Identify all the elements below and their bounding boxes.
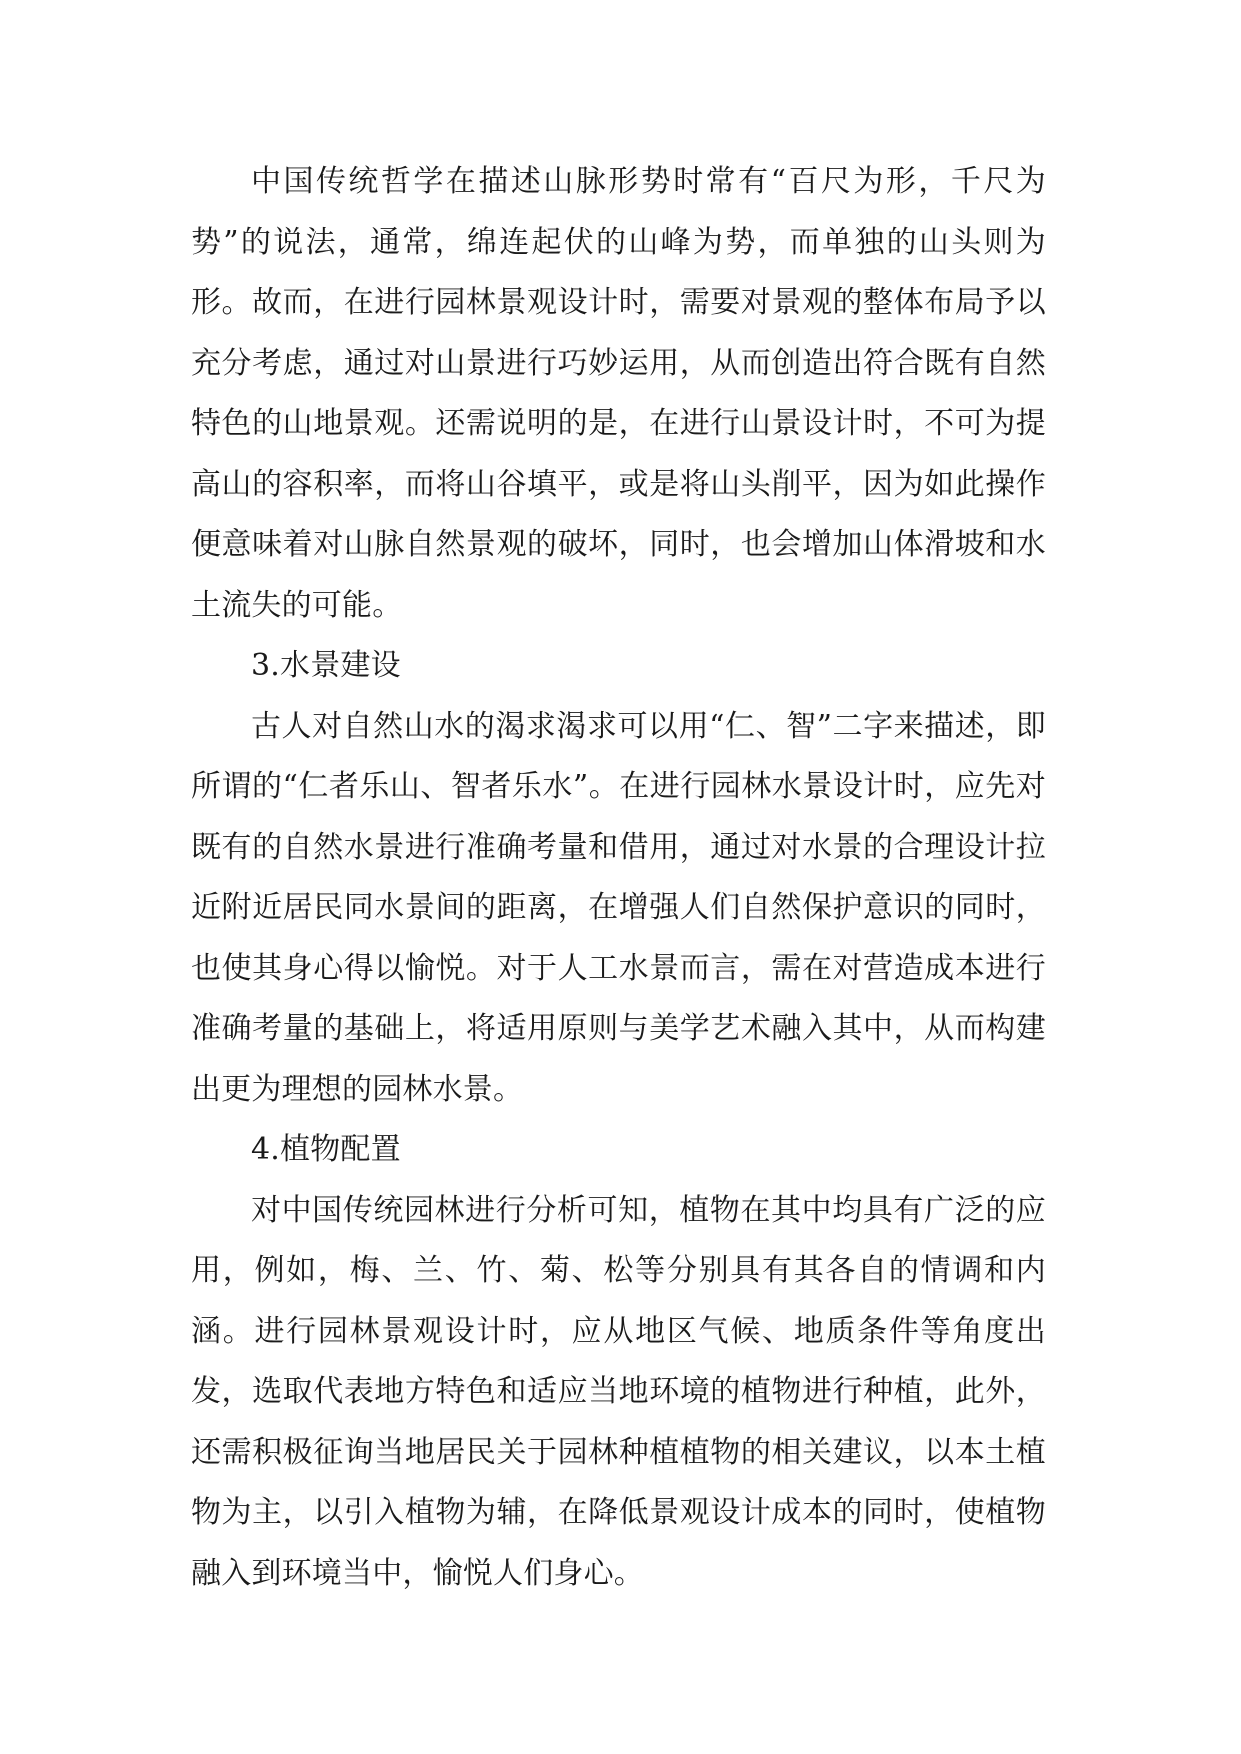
section-heading-plant-configuration: 4.植物配置 <box>251 1132 401 1167</box>
document-body <box>191 152 1046 1604</box>
section-heading-water-landscape: 3.水景建设 <box>251 648 401 683</box>
paragraph-plant-configuration: 对中国传统园林进行分析可知，植物在其中均具有广泛的应用，例如，梅、兰、竹、菊、松等分别具有其各自的情调和内涵。进行园林景观设计时，应从地区气候、地质条件等角度出发，选取代表地方特色和适应当地环境的植物进行种植，此外，还需积极征询当地居民关于园林种植植物的相关建议，以本土植物为主，以引入植物为辅，在降低景观设计成本的同时，使植物融入到环境当中，愉悦人们身心。 <box>191 1192 1046 1591</box>
paragraph-mountain-landscape: 中国传统哲学在描述山脉形势时常有“百尺为形，千尺为势”的说法，通常，绵连起伏的山峰为势，而单独的山头则为形。故而，在进行园林景观设计时，需要对景观的整体布局予以充分考虑，通过对山景进行巧妙运用，从而创造出符合既有自然特色的山地景观。还需说明的是，在进行山景设计时，不可为提高山的容积率，而将山谷填平，或是将山头削平，因为如此操作便意味着对山脉自然景观的破坏，同时，也会增加山体滑坡和水土流失的可能。 <box>191 164 1046 623</box>
paragraph-water-landscape: 古人对自然山水的渴求渴求可以用“仁、智”二字来描述，即所谓的“仁者乐山、智者乐水”。在进行园林水景设计时，应先对既有的自然水景进行准确考量和借用，通过对水景的合理设计拉近附近居民同水景间的距离，在增强人们自然保护意识的同时，也使其身心得以愉悦。对于人工水景而言，需在对营造成本进行准确考量的基础上，将适用原则与美学艺术融入其中，从而构建出更为理想的园林水景。 <box>191 708 1046 1107</box>
